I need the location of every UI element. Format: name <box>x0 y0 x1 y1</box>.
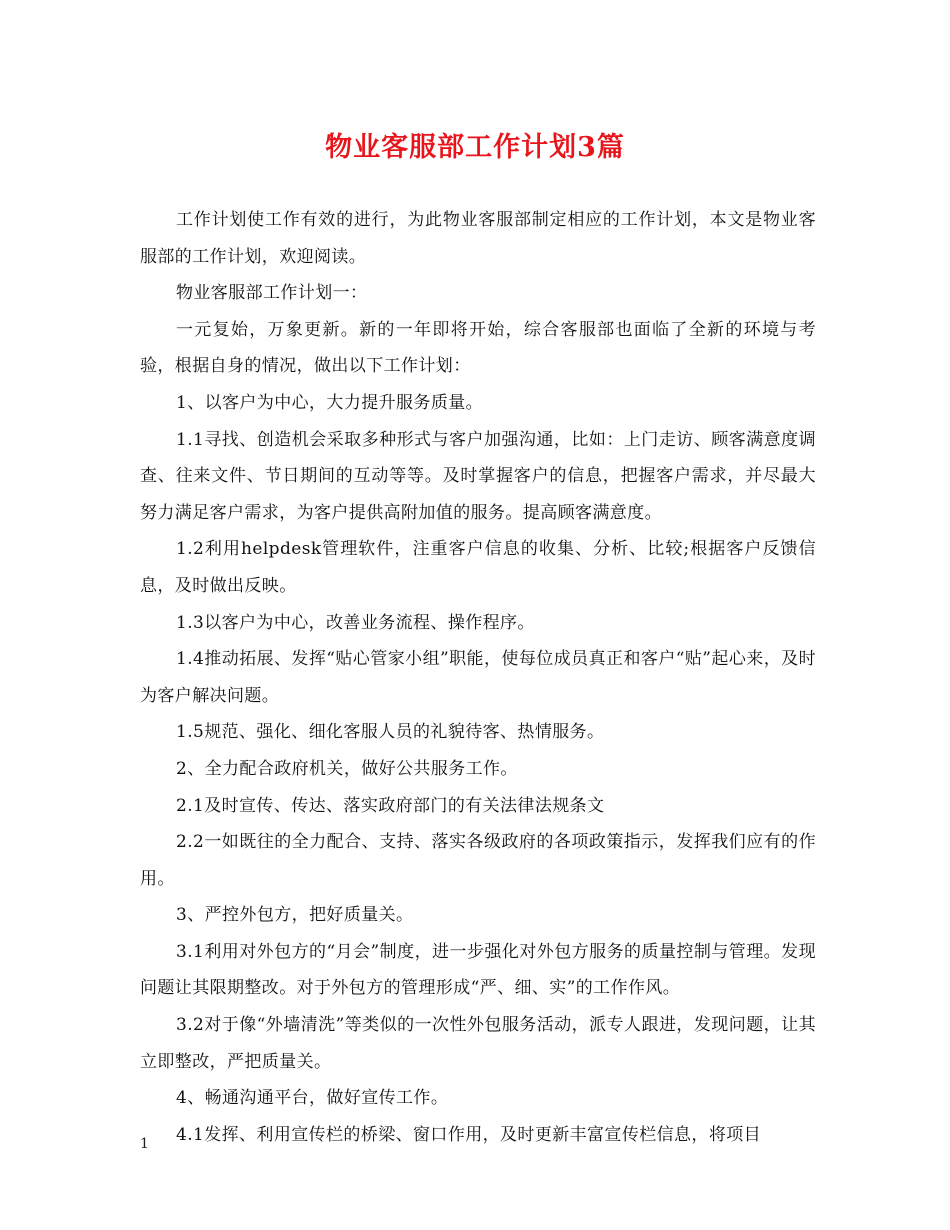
item-1-4: 1.4推动拓展、发挥“贴心管家小组”职能，使每位成员真正和客户“贴”起心来，及时为客户解决问题。 <box>140 649 816 706</box>
item-2-2: 2.2一如既往的全力配合、支持、落实各级政府的各项政策指示，发挥我们应有的作用。 <box>140 832 816 889</box>
item-1-1: 1.1寻找、创造机会采取多种形式与客户加强沟通，比如：上门走访、顾客满意度调查、往来文件、节日期间的互动等等。及时掌握客户的信息，把握客户需求，并尽最大努力满足客户需求，为客户提供高附加值的服务。提高顾客满意度。 <box>140 429 816 523</box>
page-number: 1 <box>140 1136 149 1152</box>
section-heading-2: 2、全力配合政府机关，做好公共服务工作。 <box>176 758 518 779</box>
paragraph-plan-one-opening: 一元复始，万象更新。新的一年即将开始，综合客服部也面临了全新的环境与考验，根据自身的情况，做出以下工作计划： <box>140 319 816 377</box>
paragraph-plan-one-heading: 物业客服部工作计划一： <box>176 283 368 304</box>
item-1-3: 1.3以客户为中心，改善业务流程、操作程序。 <box>176 612 535 633</box>
item-3-2: 3.2对于像“外墙清洗”等类似的一次性外包服务活动，派专人跟进，发现问题，让其立即整改，严把质量关。 <box>140 1015 816 1072</box>
item-2-1: 2.1及时宣传、传达、落实政府部门的有关法律法规条文 <box>176 795 605 816</box>
section-heading-1: 1、以客户为中心，大力提升服务质量。 <box>176 392 484 413</box>
paragraph-intro: 工作计划使工作有效的进行，为此物业客服部制定相应的工作计划，本文是物业客服部的工作计划，欢迎阅读。 <box>140 210 816 267</box>
section-heading-4: 4、畅通沟通平台，做好宣传工作。 <box>176 1088 449 1109</box>
item-3-1: 3.1利用对外包方的“月会”制度，进一步强化对外包方服务的质量控制与管理。发现问题让其限期整改。对于外包方的管理形成“严、细、实”的工作作风。 <box>140 941 816 999</box>
document-body <box>140 202 816 1153</box>
document-title: 物业客服部工作计划3篇 <box>325 132 625 163</box>
item-1-2: 1.2利用helpdesk管理软件，注重客户信息的收集、分析、比较;根据客户反馈信息，及时做出反映。 <box>140 539 816 596</box>
section-heading-3: 3、严控外包方，把好质量关。 <box>176 905 414 926</box>
item-4-1: 4.1发挥、利用宣传栏的桥梁、窗口作用，及时更新丰富宣传栏信息，将项目 <box>176 1124 762 1145</box>
item-1-5: 1.5规范、强化、细化客服人员的礼貌待客、热情服务。 <box>176 722 605 743</box>
